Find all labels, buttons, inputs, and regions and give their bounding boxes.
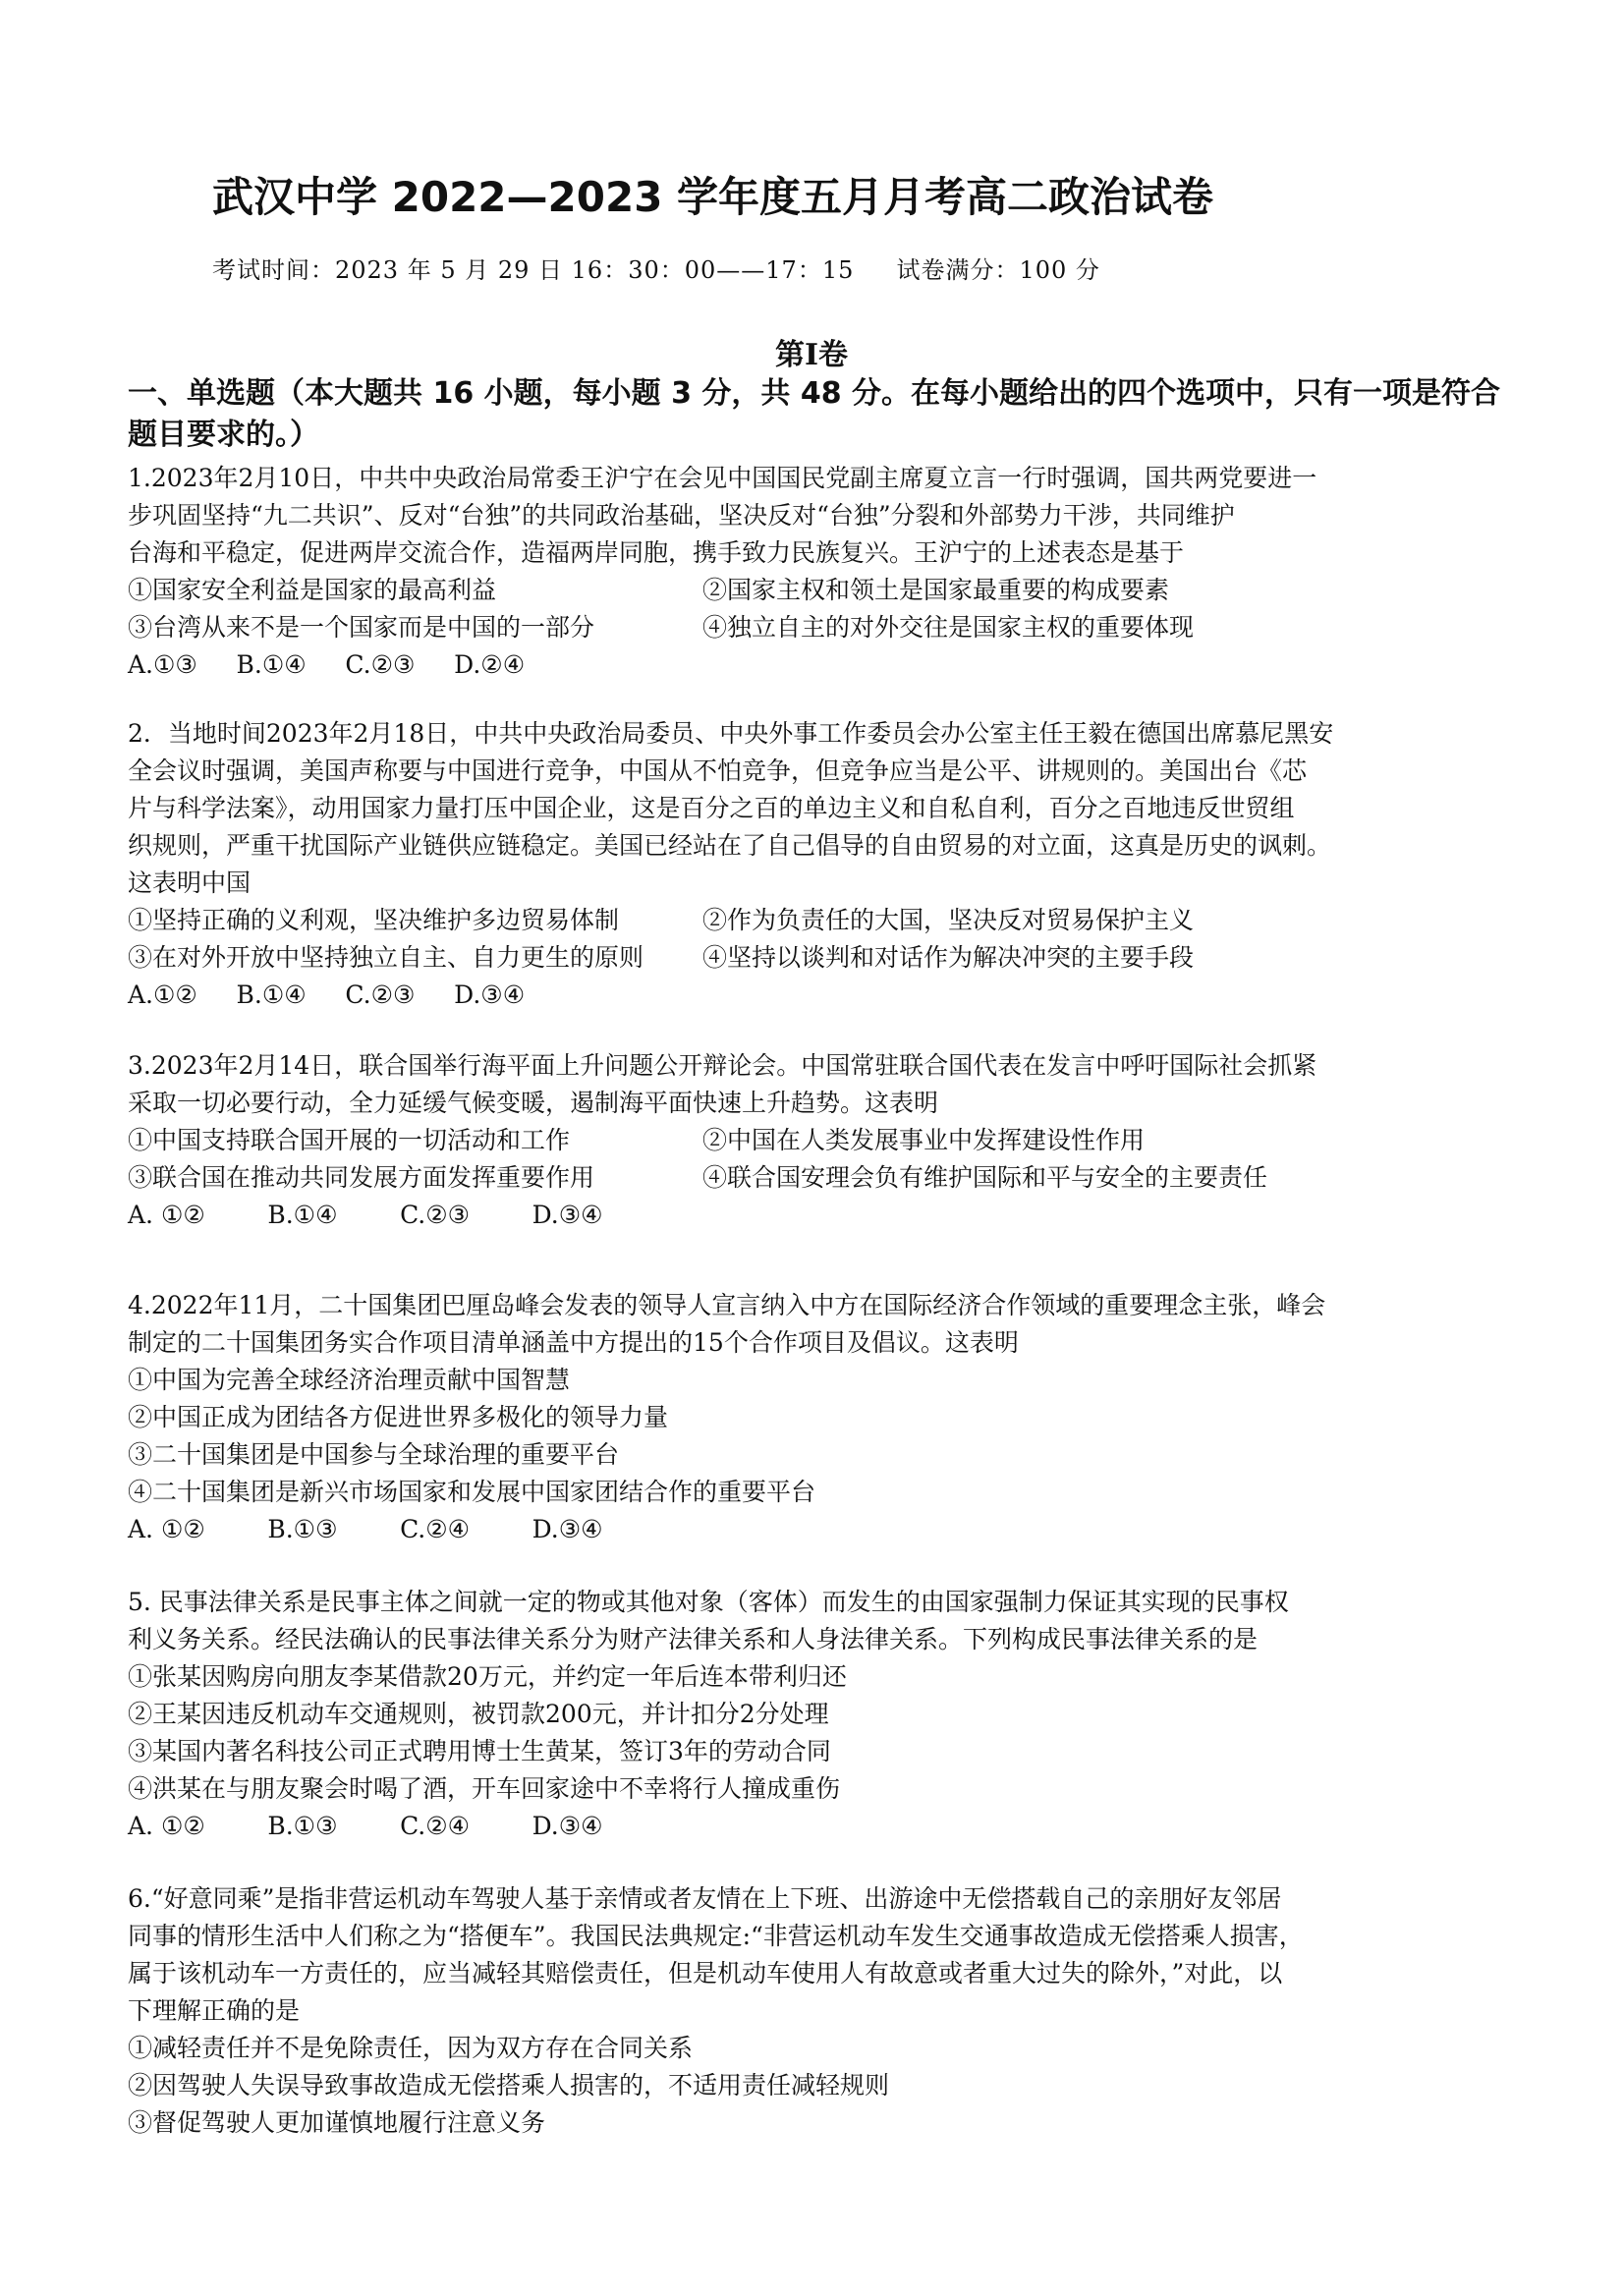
- question-stem-line: 片与科学法案》，动用国家力量打压中国企业，这是百分之百的单边主义和自私自利，百分之百地违反世贸组: [128, 794, 1295, 822]
- page-title: 武汉中学 2022—2023 学年度五月月考高二政治试卷: [212, 173, 1214, 221]
- option: ④联合国安理会负有维护国际和平与安全的主要责任: [702, 1163, 1268, 1192]
- question-stem-line: 利义务关系。经民法确认的民事法律关系分为财产法律关系和人身法律关系。下列构成民事法律关系的是: [128, 1625, 1259, 1653]
- answer-choices: A. ①② B.①③ C.②④ D.③④: [128, 1515, 603, 1543]
- option: ④二十国集团是新兴市场国家和发展中国家团结合作的重要平台: [128, 1478, 816, 1506]
- question-stem-line: 2．当地时间2023年2月18日，中共中央政治局委员、中央外事工作委员会办公室主任王毅在德国出席慕尼黑安: [128, 719, 1334, 748]
- option-row: [128, 572, 1513, 609]
- question-stem-line: 织规则，严重干扰国际产业链供应链稳定。美国已经站在了自己倡导的自由贸易的对立面，这真是历史的讽刺。: [128, 831, 1332, 860]
- answer-choices: A.①③ B.①④ C.②③ D.②④: [128, 650, 526, 679]
- question-stem-line: 采取一切必要行动，全力延缓气候变暖，遏制海平面快速上升趋势。这表明: [128, 1089, 939, 1117]
- option-row: [128, 902, 1513, 939]
- volume-heading: 第Ⅰ卷: [774, 338, 849, 372]
- question-6: [128, 1880, 1513, 2142]
- option: ③某国内著名科技公司正式聘用博士生黄某，签订3年的劳动合同: [128, 1737, 831, 1765]
- question-stem-line: 1.2023年2月10日，中共中央政治局常委王沪宁在会见中国国民党副主席夏立言一行时强调，国共两党要进一: [128, 464, 1317, 492]
- section-heading: 一、单选题（本大题共 16 小题，每小题 3 分，共 48 分。在每小题给出的四个选项中，只有一项是符合题目要求的。）: [128, 376, 1501, 452]
- option-row: [128, 609, 1513, 646]
- answer-choices: A. ①② B.①③ C.②④ D.③④: [128, 1812, 603, 1840]
- option: ③二十国集团是中国参与全球治理的重要平台: [128, 1440, 620, 1469]
- option: ①中国为完善全球经济治理贡献中国智慧: [128, 1366, 571, 1394]
- option: ②国家主权和领土是国家最重要的构成要素: [702, 576, 1170, 604]
- option: ④独立自主的对外交往是国家主权的重要体现: [702, 613, 1195, 642]
- option: ①中国支持联合国开展的一切活动和工作: [128, 1126, 571, 1154]
- question-stem-line: 4.2022年11月，二十国集团巴厘岛峰会发表的领导人宣言纳入中方在国际经济合作领域的重要理念主张，峰会: [128, 1291, 1326, 1319]
- option: ②王某因违反机动车交通规则，被罚款200元，并计扣分2分处理: [128, 1700, 829, 1728]
- answer-choices: A.①② B.①④ C.②③ D.③④: [128, 980, 526, 1009]
- option-row: [128, 939, 1513, 977]
- option: ①坚持正确的义利观，坚决维护多边贸易体制: [128, 906, 620, 934]
- answer-choices: A. ①② B.①④ C.②③ D.③④: [128, 1201, 603, 1229]
- question-stem-line: 3.2023年2月14日，联合国举行海平面上升问题公开辩论会。中国常驻联合国代表在发言中呼吁国际社会抓紧: [128, 1051, 1317, 1080]
- question-4: [128, 1287, 1513, 1548]
- question-stem-line: 全会议时强调，美国声称要与中国进行竞争，中国从不怕竞争，但竞争应当是公平、讲规则的。美国出台《芯: [128, 756, 1308, 785]
- question-stem-line: 这表明中国: [128, 868, 252, 897]
- question-stem-line: 6.“好意同乘”是指非营运机动车驾驶人基于亲情或者友情在上下班、出游途中无偿搭载自己的亲朋好友邻居: [128, 1884, 1282, 1913]
- question-2: [128, 715, 1513, 1014]
- question-stem-line: 5. 民事法律关系是民事主体之间就一定的物或其他对象（客体）而发生的由国家强制力保证其实现的民事权: [128, 1588, 1289, 1616]
- option: ①减轻责任并不是免除责任，因为双方存在合同关系: [128, 2034, 694, 2062]
- option: ②作为负责任的大国，坚决反对贸易保护主义: [702, 906, 1195, 934]
- option: ④坚持以谈判和对话作为解决冲突的主要手段: [702, 943, 1195, 972]
- question-stem-line: 制定的二十国集团务实合作项目清单涵盖中方提出的15个合作项目及倡议。这表明: [128, 1328, 1019, 1357]
- option: ②中国正成为团结各方促进世界多极化的领导力量: [128, 1403, 669, 1431]
- option: ①国家安全利益是国家的最高利益: [128, 576, 497, 604]
- question-stem-line: 属于该机动车一方责任的，应当减轻其赔偿责任，但是机动车使用人有故意或者重大过失的除外，”对此，以: [128, 1959, 1283, 1988]
- option: ②中国在人类发展事业中发挥建设性作用: [702, 1126, 1146, 1154]
- option-row: [128, 1122, 1513, 1159]
- option: ①张某因购房向朋友李某借款20万元，并约定一年后连本带利归还: [128, 1662, 847, 1691]
- question-3: [128, 1047, 1513, 1234]
- question-1: [128, 460, 1513, 684]
- option-row: [128, 1159, 1513, 1197]
- option: ②因驾驶人失误导致事故造成无偿搭乘人损害的，不适用责任减轻规则: [128, 2071, 890, 2100]
- exam-info: 考试时间：2023 年 5 月 29 日 16：30：00——17：15 试卷满分：100 分: [212, 256, 1100, 284]
- option: ④洪某在与朋友聚会时喝了酒，开车回家途中不幸将行人撞成重伤: [128, 1774, 841, 1803]
- question-stem-line: 台海和平稳定，促进两岸交流合作，造福两岸同胞，携手致力民族复兴。王沪宁的上述表态是基于: [128, 538, 1185, 567]
- option: ③联合国在推动共同发展方面发挥重要作用: [128, 1163, 595, 1192]
- option: ③台湾从来不是一个国家而是中国的一部分: [128, 613, 595, 642]
- option: ③督促驾驶人更加谨慎地履行注意义务: [128, 2108, 546, 2137]
- question-stem-line: 步巩固坚持“九二共识”、反对“台独”的共同政治基础，坚决反对“台独”分裂和外部势力干涉，共同维护: [128, 501, 1235, 530]
- question-stem-line: 下理解正确的是: [128, 1996, 301, 2025]
- option: ③在对外开放中坚持独立自主、自力更生的原则: [128, 943, 644, 972]
- question-stem-line: 同事的情形生活中人们称之为“搭便车”。我国民法典规定:“非营运机动车发生交通事故造成无偿搭乘人损害，: [128, 1922, 1304, 1950]
- question-5: [128, 1584, 1513, 1845]
